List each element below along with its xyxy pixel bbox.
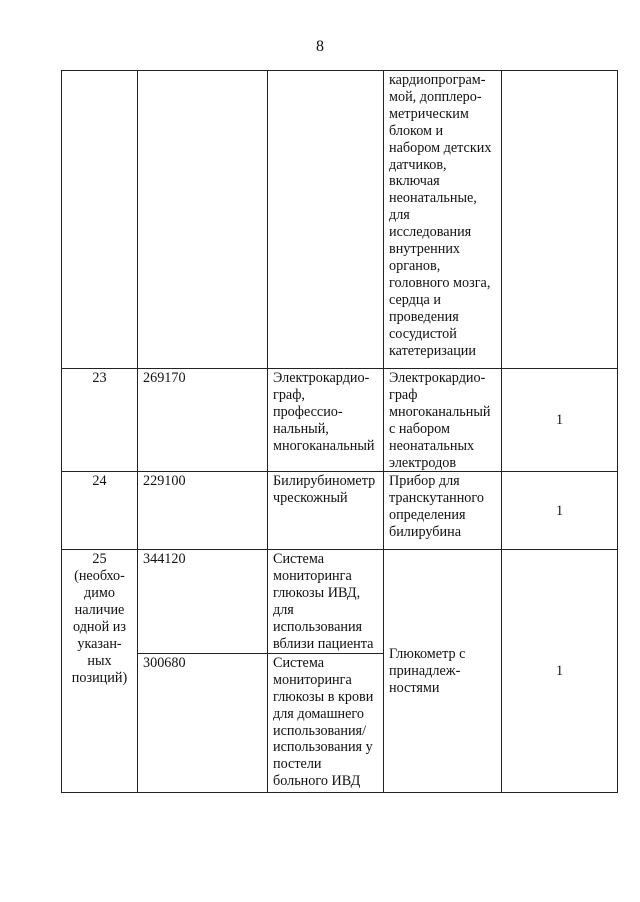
cell-code <box>138 71 268 369</box>
table-row-25a <box>62 550 618 653</box>
cell-num: 25 (необхо- димо наличие одной из указан- ных позиций) <box>62 550 138 792</box>
cell-code: 269170 <box>138 369 268 472</box>
page-number: 8 <box>316 38 324 55</box>
equipment-table <box>61 70 618 793</box>
table-row-continuation <box>62 71 618 369</box>
table-row-23 <box>62 369 618 472</box>
cell-name: Электрокардио- граф, профессио- нальный, многоканальный <box>268 369 384 472</box>
cell-qty: 1 <box>502 472 618 550</box>
cell-description: Глюкометр с принадлеж- ностями <box>384 550 502 792</box>
cell-description: кардиопрограм- мой, допплеро- метрическим блоком и набором детских датчиков, включая неонатальные, для исследования внутренних органов, головного мозга, сердца и проведения сосудистой катетеризации <box>384 71 502 369</box>
cell-code: 300680 <box>138 653 268 792</box>
cell-num: 24 <box>62 472 138 550</box>
cell-qty: 1 <box>502 550 618 792</box>
cell-description: Электрокардио- граф многоканальный с набором неонатальных электродов <box>384 369 502 472</box>
cell-num <box>62 71 138 369</box>
cell-name <box>268 71 384 369</box>
cell-name: Система мониторинга глюкозы ИВД, для использования вблизи пациента <box>268 550 384 653</box>
cell-num: 23 <box>62 369 138 472</box>
cell-name: Билирубинометр чрескожный <box>268 472 384 550</box>
cell-code: 344120 <box>138 550 268 653</box>
cell-code: 229100 <box>138 472 268 550</box>
cell-name: Система мониторинга глюкозы в крови для домашнего использования/ использования у постели больного ИВД <box>268 653 384 792</box>
cell-description: Прибор для транскутанного определения билирубина <box>384 472 502 550</box>
table-row-24 <box>62 472 618 550</box>
cell-qty <box>502 71 618 369</box>
cell-qty: 1 <box>502 369 618 472</box>
